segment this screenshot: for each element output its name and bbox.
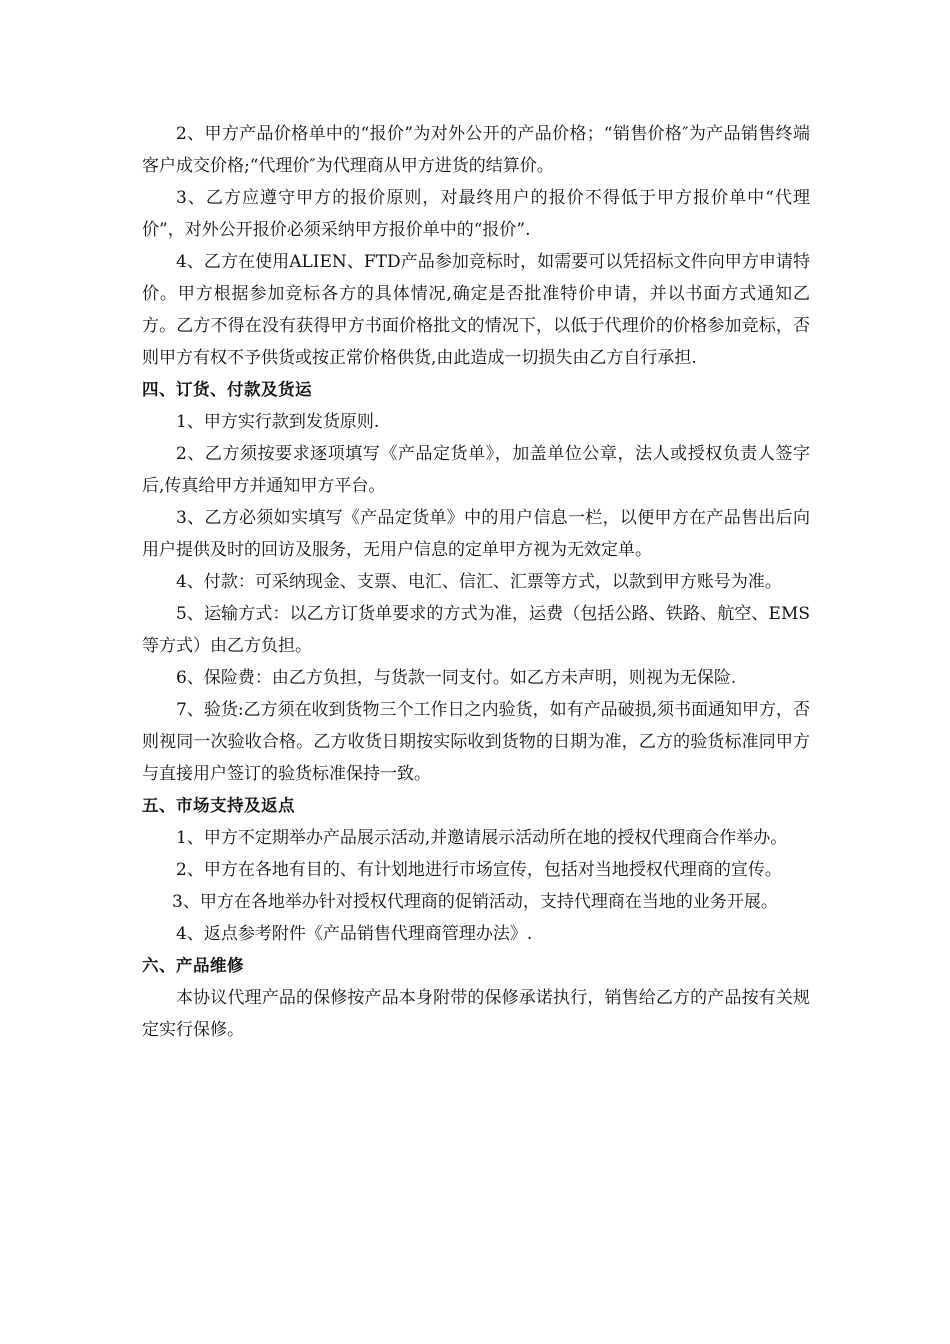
clause-item: 4、返点参考附件《产品销售代理商管理办法》.: [176, 924, 533, 944]
clause-item: 2、乙方须按要求逐项填写《产品定货单》，加盖单位公章，法人或授权负责人签字后,传真给甲方并通知甲方平台。: [142, 444, 810, 496]
clause-item: 1、甲方不定期举办产品展示活动,并邀请展示活动所在地的授权代理商合作举办。: [176, 828, 788, 848]
clause-item: 1、甲方实行款到发货原则.: [176, 412, 380, 432]
section-heading-ordering: 四、订货、付款及货运: [142, 380, 312, 399]
clause-item: 2、甲方在各地有目的、有计划地进行市场宣传，包括对当地授权代理商的宣传。: [176, 860, 782, 880]
paragraph-warranty: 本协议代理产品的保修按产品本身附带的保修承诺执行，销售给乙方的产品按有关规定实行保修。: [142, 988, 810, 1040]
clause-item: 4、付款：可采纳现金、支票、电汇、信汇、汇票等方式，以款到甲方账号为准。: [176, 572, 782, 592]
clause-item: 3、甲方在各地举办针对授权代理商的促销活动，支持代理商在当地的业务开展。: [172, 892, 778, 912]
paragraph-price-principle: 3、乙方应遵守甲方的报价原则，对最终用户的报价不得低于甲方报价单中“代理价”，对外公开报价必须采纳甲方报价单中的“报价”.: [142, 188, 810, 240]
paragraph-special-price: 4、乙方在使用ALIEN、FTD产品参加竞标时，如需要可以凭招标文件向甲方申请特价。甲方根据参加竞标各方的具体情况,确定是否批准特价申请，并以书面方式通知乙方。乙方不得在没有获得甲方书面价格批文的情况下，以低于代理价的价格参加竞标，否则甲方有权不予供货或按正常价格供货,由此造成一切损失由乙方自行承担.: [142, 252, 810, 368]
section-heading-market-support: 五、市场支持及返点: [142, 796, 295, 815]
clause-item: 5、运输方式：以乙方订货单要求的方式为准，运费（包括公路、铁路、航空、EMS等方式）由乙方负担。: [142, 604, 810, 656]
section-heading-repair: 六、产品维修: [142, 956, 244, 975]
document-body: [142, 118, 810, 1046]
paragraph-price-definitions: 2、甲方产品价格单中的“报价”为对外公开的产品价格；“销售价格″为产品销售终端客户成交价格;“代理价″为代理商从甲方进货的结算价。: [142, 124, 810, 176]
clause-item: 7、验货:乙方须在收到货物三个工作日之内验货，如有产品破损,须书面通知甲方，否则视同一次验收合格。乙方收货日期按实际收到货物的日期为准，乙方的验货标准同甲方与直接用户签订的验货标准保持一致。: [142, 700, 810, 784]
clause-item: 3、乙方必须如实填写《产品定货单》中的用户信息一栏，以便甲方在产品售出后向用户提供及时的回访及服务，无用户信息的定单甲方视为无效定单。: [142, 508, 810, 560]
clause-item: 6、保险费：由乙方负担，与货款一同支付。如乙方未声明，则视为无保险.: [176, 668, 737, 688]
